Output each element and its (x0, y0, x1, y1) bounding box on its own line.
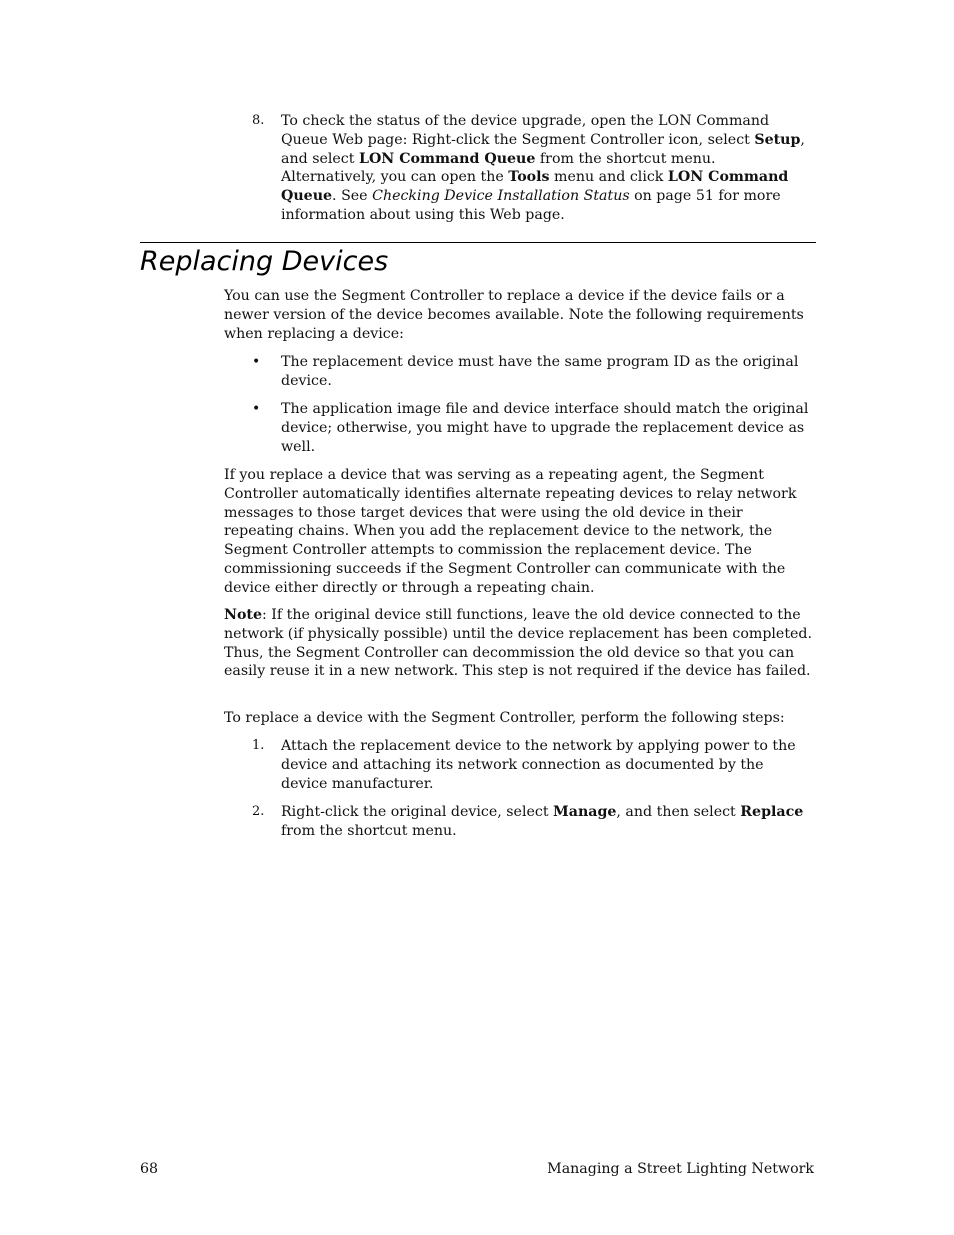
step-text: Attach the replacement device to the network by applying power to the device and attaching its network connection as documented by the device manufacturer. (281, 738, 796, 792)
repeating-agent-paragraph: If you replace a device that was serving as a repeating agent, the Segment Controller automatically identifies alternate repeating devices to relay network messages to those target devices that were using the old device in their repeating chains. When you add the replacement device to the network, the Segment Controller attempts to commission the replacement device. The commissioning succeeds if the Segment Controller can communicate with the device either directly or through a repeating chain. (224, 467, 797, 596)
step-text: To check the status of the device upgrade, open the LON Command Queue Web page: Right-click the Segment Controller icon, select Setup, and select LON Command Queue from the shortcut menu. Alternatively, you can open the Tools menu and click LON Command Queue. See Checking Device Installation Status on page 51 for more information about using this Web page. (281, 113, 805, 223)
step-number: 8. (252, 113, 265, 128)
step-number: 1. (252, 738, 265, 753)
footer-title: Managing a Street Lighting Network (547, 1161, 814, 1177)
note-label: Note (224, 607, 263, 623)
intro-paragraph: You can use the Segment Controller to replace a device if the device fails or a newer version of the device becomes available. Note the following requirements when replacing a device: (224, 288, 804, 342)
requirement-bullet (252, 353, 812, 391)
requirement-bullet (252, 400, 812, 456)
replace-step-1 (252, 737, 812, 793)
upgrade-status-step (252, 112, 812, 225)
page-number: 68 (140, 1161, 159, 1177)
replace-step-2 (252, 803, 812, 841)
note-paragraph: Note: If the original device still functions, leave the old device connected to the network (if physically possible) until the device replacement has been completed. Thus, the Segment Controller can decommission the old device so that you can easily reuse it in a new network. This step is not required if the device has failed. (224, 607, 813, 680)
steps-intro: To replace a device with the Segment Controller, perform the following steps: (224, 710, 785, 726)
step-text: Right-click the original device, select Manage, and then select Replace from the shortcut menu. (281, 804, 804, 839)
bullet-text: The replacement device must have the same program ID as the original device. (281, 354, 799, 389)
section-heading: Replacing Devices (140, 246, 389, 277)
bullet-icon: • (252, 354, 261, 370)
bullet-icon: • (252, 401, 261, 417)
step-number: 2. (252, 804, 265, 819)
bullet-text: The application image file and device interface should match the original device; otherwise, you might have to upgrade the replacement device as well. (281, 401, 809, 455)
